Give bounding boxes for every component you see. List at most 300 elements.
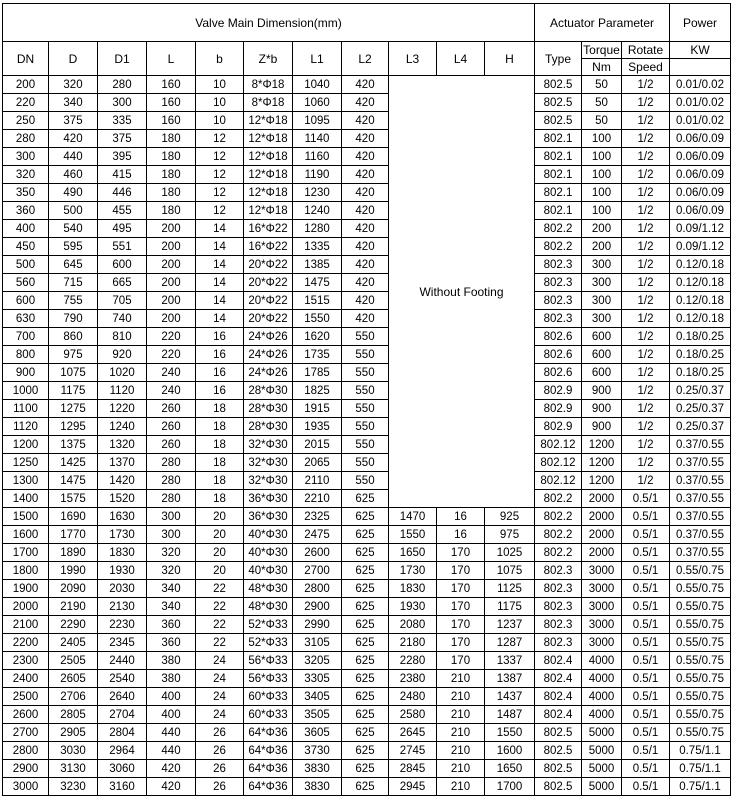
cell-torque: 5000: [582, 724, 622, 742]
table-row: [3, 292, 731, 310]
cell-h: 925: [485, 508, 535, 526]
cell-d1: 300: [98, 94, 147, 112]
cell-type: 802.2: [535, 238, 582, 256]
cell-zb: 36*Φ30: [244, 508, 293, 526]
cell-l1: 1190: [293, 166, 342, 184]
cell-d: 3130: [49, 760, 98, 778]
cell-rotate-speed: 1/2: [622, 76, 670, 94]
cell-b: 24: [196, 688, 244, 706]
cell-h: 1237: [485, 616, 535, 634]
cell-torque: 3000: [582, 634, 622, 652]
cell-zb: 52*Φ33: [244, 616, 293, 634]
cell-zb: 20*Φ22: [244, 274, 293, 292]
cell-rotate-speed: 1/2: [622, 220, 670, 238]
cell-l2: 420: [342, 256, 389, 274]
cell-l: 300: [147, 508, 196, 526]
table-body: [3, 76, 731, 796]
cell-d1: 2540: [98, 670, 147, 688]
cell-dn: 1800: [3, 562, 49, 580]
cell-dn: 320: [3, 166, 49, 184]
table-row: [3, 634, 731, 652]
cell-l: 200: [147, 238, 196, 256]
cell-l2: 420: [342, 94, 389, 112]
cell-l3: 1470: [389, 508, 437, 526]
cell-zb: 28*Φ30: [244, 400, 293, 418]
cell-dn: 1400: [3, 490, 49, 508]
cell-b: 18: [196, 418, 244, 436]
cell-h: 1337: [485, 652, 535, 670]
cell-d: 1425: [49, 454, 98, 472]
cell-power: 0.25/0.37: [670, 418, 731, 436]
cell-type: 802.12: [535, 436, 582, 454]
cell-power: 0.06/0.09: [670, 148, 731, 166]
cell-torque: 50: [582, 94, 622, 112]
cell-rotate-speed: 1/2: [622, 166, 670, 184]
cell-dn: 1200: [3, 436, 49, 454]
cell-rotate-speed: 1/2: [622, 310, 670, 328]
cell-dn: 1300: [3, 472, 49, 490]
col-b-header: b: [196, 42, 244, 76]
cell-d: 2290: [49, 616, 98, 634]
cell-l1: 1935: [293, 418, 342, 436]
cell-d1: 665: [98, 274, 147, 292]
cell-l4: 210: [437, 724, 485, 742]
cell-type: 802.6: [535, 328, 582, 346]
cell-h: 1700: [485, 778, 535, 796]
cell-l2: 625: [342, 544, 389, 562]
cell-power: 0.25/0.37: [670, 382, 731, 400]
cell-zb: 32*Φ30: [244, 472, 293, 490]
cell-power: 0.37/0.55: [670, 508, 731, 526]
cell-l2: 420: [342, 220, 389, 238]
table-row: [3, 454, 731, 472]
cell-l: 260: [147, 418, 196, 436]
table-row: [3, 130, 731, 148]
cell-torque: 1200: [582, 454, 622, 472]
cell-l1: 1550: [293, 310, 342, 328]
cell-dn: 280: [3, 130, 49, 148]
table-row: [3, 328, 731, 346]
cell-l4: 170: [437, 616, 485, 634]
col-l-header: L: [147, 42, 196, 76]
cell-l1: 2990: [293, 616, 342, 634]
table-row: [3, 418, 731, 436]
cell-l2: 550: [342, 454, 389, 472]
cell-l: 360: [147, 634, 196, 652]
cell-l1: 3605: [293, 724, 342, 742]
cell-type: 802.3: [535, 274, 582, 292]
cell-l: 160: [147, 76, 196, 94]
cell-d: 490: [49, 184, 98, 202]
cell-zb: 32*Φ30: [244, 436, 293, 454]
cell-power: 0.06/0.09: [670, 166, 731, 184]
cell-d: 790: [49, 310, 98, 328]
cell-d: 440: [49, 148, 98, 166]
cell-d: 540: [49, 220, 98, 238]
cell-l1: 1060: [293, 94, 342, 112]
cell-h: 1550: [485, 724, 535, 742]
cell-dn: 400: [3, 220, 49, 238]
cell-b: 14: [196, 292, 244, 310]
cell-power: 0.09/1.12: [670, 238, 731, 256]
power-group-header: Power: [670, 4, 731, 42]
table-row: [3, 382, 731, 400]
col-dn-header: DN: [3, 42, 49, 76]
cell-d: 2190: [49, 598, 98, 616]
cell-l1: 1825: [293, 382, 342, 400]
cell-torque: 3000: [582, 598, 622, 616]
cell-b: 16: [196, 382, 244, 400]
cell-l4: 170: [437, 580, 485, 598]
cell-d1: 740: [98, 310, 147, 328]
cell-l2: 625: [342, 634, 389, 652]
cell-d1: 1520: [98, 490, 147, 508]
cell-l3: 1930: [389, 598, 437, 616]
col-zb-header: Z*b: [244, 42, 293, 76]
table-row: [3, 742, 731, 760]
cell-d1: 2704: [98, 706, 147, 724]
cell-d: 2505: [49, 652, 98, 670]
cell-d1: 1630: [98, 508, 147, 526]
cell-d1: 1370: [98, 454, 147, 472]
cell-torque: 4000: [582, 688, 622, 706]
cell-rotate-speed: 0.5/1: [622, 490, 670, 508]
cell-torque: 100: [582, 148, 622, 166]
cell-torque: 2000: [582, 526, 622, 544]
cell-l: 440: [147, 724, 196, 742]
cell-l: 400: [147, 688, 196, 706]
table-row: [3, 148, 731, 166]
cell-power: 0.55/0.75: [670, 688, 731, 706]
cell-l1: 3505: [293, 706, 342, 724]
cell-h: 1287: [485, 634, 535, 652]
cell-zb: 48*Φ30: [244, 598, 293, 616]
cell-zb: 64*Φ36: [244, 760, 293, 778]
cell-l: 180: [147, 148, 196, 166]
cell-l1: 2325: [293, 508, 342, 526]
cell-b: 14: [196, 310, 244, 328]
cell-type: 802.5: [535, 778, 582, 796]
cell-torque: 2000: [582, 544, 622, 562]
cell-zb: 48*Φ30: [244, 580, 293, 598]
cell-d: 420: [49, 130, 98, 148]
cell-dn: 2700: [3, 724, 49, 742]
cell-d1: 335: [98, 112, 147, 130]
col-type-header: Type: [535, 42, 582, 76]
cell-d: 3030: [49, 742, 98, 760]
cell-dn: 2300: [3, 652, 49, 670]
cell-rotate-speed: 0.5/1: [622, 526, 670, 544]
cell-d1: 1240: [98, 418, 147, 436]
col-torque-header: Torque: [583, 43, 620, 57]
cell-torque: 300: [582, 256, 622, 274]
cell-b: 22: [196, 598, 244, 616]
cell-l2: 625: [342, 778, 389, 796]
cell-torque: 100: [582, 202, 622, 220]
cell-d1: 1320: [98, 436, 147, 454]
cell-l4: 170: [437, 544, 485, 562]
cell-l1: 2015: [293, 436, 342, 454]
cell-l1: 3205: [293, 652, 342, 670]
cell-zb: 12*Φ18: [244, 166, 293, 184]
cell-type: 802.3: [535, 580, 582, 598]
cell-l2: 550: [342, 436, 389, 454]
cell-l: 240: [147, 364, 196, 382]
cell-d: 1175: [49, 382, 98, 400]
cell-zb: 52*Φ33: [244, 634, 293, 652]
cell-l2: 550: [342, 400, 389, 418]
cell-l2: 625: [342, 562, 389, 580]
cell-l3: 1550: [389, 526, 437, 544]
cell-d: 1770: [49, 526, 98, 544]
cell-type: 802.1: [535, 148, 582, 166]
cell-power: 0.09/1.12: [670, 220, 731, 238]
cell-rotate-speed: 1/2: [622, 418, 670, 436]
cell-power: 0.55/0.75: [670, 634, 731, 652]
cell-type: 802.3: [535, 562, 582, 580]
cell-rotate-speed: 0.5/1: [622, 778, 670, 796]
col-l4-header: L4: [437, 42, 485, 76]
cell-zb: 12*Φ18: [244, 148, 293, 166]
cell-d: 1690: [49, 508, 98, 526]
cell-l2: 420: [342, 292, 389, 310]
cell-l4: 16: [437, 508, 485, 526]
cell-l4: 210: [437, 742, 485, 760]
cell-d: 500: [49, 202, 98, 220]
cell-rotate-speed: 1/2: [622, 148, 670, 166]
cell-type: 802.5: [535, 742, 582, 760]
cell-l4: 170: [437, 562, 485, 580]
cell-l2: 420: [342, 166, 389, 184]
cell-type: 802.4: [535, 652, 582, 670]
cell-l2: 420: [342, 184, 389, 202]
cell-d1: 415: [98, 166, 147, 184]
cell-l3: 1830: [389, 580, 437, 598]
cell-l: 260: [147, 436, 196, 454]
cell-d: 2605: [49, 670, 98, 688]
cell-h: 1650: [485, 760, 535, 778]
cell-l4: 210: [437, 688, 485, 706]
cell-b: 12: [196, 202, 244, 220]
cell-zb: 64*Φ36: [244, 724, 293, 742]
cell-power: 0.18/0.25: [670, 364, 731, 382]
cell-h: 1075: [485, 562, 535, 580]
cell-dn: 360: [3, 202, 49, 220]
cell-torque: 200: [582, 220, 622, 238]
cell-b: 16: [196, 364, 244, 382]
cell-rotate-speed: 1/2: [622, 130, 670, 148]
cell-l3: 2180: [389, 634, 437, 652]
cell-dn: 350: [3, 184, 49, 202]
cell-l2: 625: [342, 742, 389, 760]
cell-torque: 4000: [582, 706, 622, 724]
cell-d1: 280: [98, 76, 147, 94]
cell-l1: 1280: [293, 220, 342, 238]
cell-l3: 2580: [389, 706, 437, 724]
table-row: [3, 652, 731, 670]
cell-l: 320: [147, 562, 196, 580]
cell-power: 0.06/0.09: [670, 202, 731, 220]
cell-d: 975: [49, 346, 98, 364]
cell-dn: 2600: [3, 706, 49, 724]
cell-l: 200: [147, 256, 196, 274]
cell-l2: 420: [342, 76, 389, 94]
cell-l2: 625: [342, 616, 389, 634]
cell-dn: 2400: [3, 670, 49, 688]
cell-l1: 3105: [293, 634, 342, 652]
cell-d: 2905: [49, 724, 98, 742]
cell-type: 802.1: [535, 202, 582, 220]
cell-dn: 2100: [3, 616, 49, 634]
cell-dn: 1700: [3, 544, 49, 562]
table-row: [3, 184, 731, 202]
cell-dn: 1600: [3, 526, 49, 544]
cell-power: 0.55/0.75: [670, 652, 731, 670]
cell-l: 380: [147, 652, 196, 670]
cell-type: 802.6: [535, 364, 582, 382]
cell-type: 802.2: [535, 490, 582, 508]
cell-h: 975: [485, 526, 535, 544]
cell-l1: 1515: [293, 292, 342, 310]
cell-dn: 1900: [3, 580, 49, 598]
table-row: [3, 238, 731, 256]
cell-torque: 3000: [582, 616, 622, 634]
cell-b: 24: [196, 670, 244, 688]
cell-d: 860: [49, 328, 98, 346]
cell-rotate-speed: 0.5/1: [622, 688, 670, 706]
col-rotate-header: Rotate: [622, 42, 670, 59]
cell-l: 200: [147, 310, 196, 328]
cell-d: 2405: [49, 634, 98, 652]
cell-b: 24: [196, 652, 244, 670]
cell-rotate-speed: 1/2: [622, 274, 670, 292]
table-row: [3, 112, 731, 130]
cell-b: 20: [196, 508, 244, 526]
cell-b: 16: [196, 328, 244, 346]
cell-l2: 420: [342, 310, 389, 328]
cell-torque: 50: [582, 112, 622, 130]
cell-power: 0.75/1.1: [670, 742, 731, 760]
cell-l2: 625: [342, 580, 389, 598]
cell-dn: 700: [3, 328, 49, 346]
cell-power: 0.25/0.37: [670, 400, 731, 418]
cell-torque: 3000: [582, 562, 622, 580]
cell-d1: 600: [98, 256, 147, 274]
cell-l: 280: [147, 490, 196, 508]
cell-torque: 900: [582, 418, 622, 436]
cell-rotate-speed: 0.5/1: [622, 508, 670, 526]
cell-l1: 2065: [293, 454, 342, 472]
cell-l: 200: [147, 220, 196, 238]
cell-zb: 24*Φ26: [244, 364, 293, 382]
table-row: [3, 526, 731, 544]
cell-dn: 1500: [3, 508, 49, 526]
cell-power: 0.55/0.75: [670, 706, 731, 724]
cell-d: 1475: [49, 472, 98, 490]
cell-b: 26: [196, 760, 244, 778]
cell-torque: 5000: [582, 760, 622, 778]
cell-l: 300: [147, 526, 196, 544]
cell-rotate-speed: 1/2: [622, 472, 670, 490]
cell-l3: 2480: [389, 688, 437, 706]
cell-power: 0.18/0.25: [670, 328, 731, 346]
cell-rotate-speed: 0.5/1: [622, 652, 670, 670]
cell-d1: 495: [98, 220, 147, 238]
cell-l: 260: [147, 400, 196, 418]
cell-d: 595: [49, 238, 98, 256]
cell-rotate-speed: 1/2: [622, 346, 670, 364]
cell-l: 240: [147, 382, 196, 400]
cell-type: 802.3: [535, 256, 582, 274]
cell-l: 380: [147, 670, 196, 688]
cell-rotate-speed: 1/2: [622, 364, 670, 382]
cell-type: 802.2: [535, 220, 582, 238]
cell-power: 0.12/0.18: [670, 274, 731, 292]
actuator-parameter-group-header: Actuator Parameter: [535, 4, 670, 42]
cell-torque: 600: [582, 346, 622, 364]
cell-power: 0.37/0.55: [670, 544, 731, 562]
cell-zb: 56*Φ33: [244, 652, 293, 670]
cell-power: 0.06/0.09: [670, 130, 731, 148]
cell-l3: 2380: [389, 670, 437, 688]
cell-l1: 2800: [293, 580, 342, 598]
cell-l: 420: [147, 760, 196, 778]
cell-type: 802.9: [535, 418, 582, 436]
cell-l1: 3830: [293, 760, 342, 778]
cell-dn: 2900: [3, 760, 49, 778]
cell-d1: 3160: [98, 778, 147, 796]
cell-d: 1075: [49, 364, 98, 382]
cell-power: 0.75/1.1: [670, 760, 731, 778]
cell-rotate-speed: 0.5/1: [622, 742, 670, 760]
cell-zb: 20*Φ22: [244, 256, 293, 274]
cell-zb: 64*Φ36: [244, 742, 293, 760]
cell-d1: 1120: [98, 382, 147, 400]
cell-dn: 1000: [3, 382, 49, 400]
cell-rotate-speed: 1/2: [622, 400, 670, 418]
cell-d1: 375: [98, 130, 147, 148]
cell-d: 2805: [49, 706, 98, 724]
table-row: [3, 346, 731, 364]
cell-d1: 2030: [98, 580, 147, 598]
cell-d1: 1020: [98, 364, 147, 382]
cell-d: 715: [49, 274, 98, 292]
cell-l2: 625: [342, 670, 389, 688]
cell-dn: 900: [3, 364, 49, 382]
cell-l1: 1140: [293, 130, 342, 148]
cell-l2: 420: [342, 148, 389, 166]
cell-b: 18: [196, 400, 244, 418]
cell-torque: 600: [582, 364, 622, 382]
cell-h: 1025: [485, 544, 535, 562]
cell-dn: 2200: [3, 634, 49, 652]
cell-zb: 12*Φ18: [244, 202, 293, 220]
cell-dn: 3000: [3, 778, 49, 796]
cell-b: 18: [196, 472, 244, 490]
cell-torque: 2000: [582, 490, 622, 508]
cell-l: 440: [147, 742, 196, 760]
table-row: [3, 778, 731, 796]
cell-b: 22: [196, 580, 244, 598]
cell-l2: 420: [342, 238, 389, 256]
cell-d1: 1420: [98, 472, 147, 490]
cell-l1: 3305: [293, 670, 342, 688]
cell-d: 1990: [49, 562, 98, 580]
cell-b: 14: [196, 256, 244, 274]
cell-l1: 1240: [293, 202, 342, 220]
cell-type: 802.12: [535, 454, 582, 472]
cell-zb: 24*Φ26: [244, 328, 293, 346]
